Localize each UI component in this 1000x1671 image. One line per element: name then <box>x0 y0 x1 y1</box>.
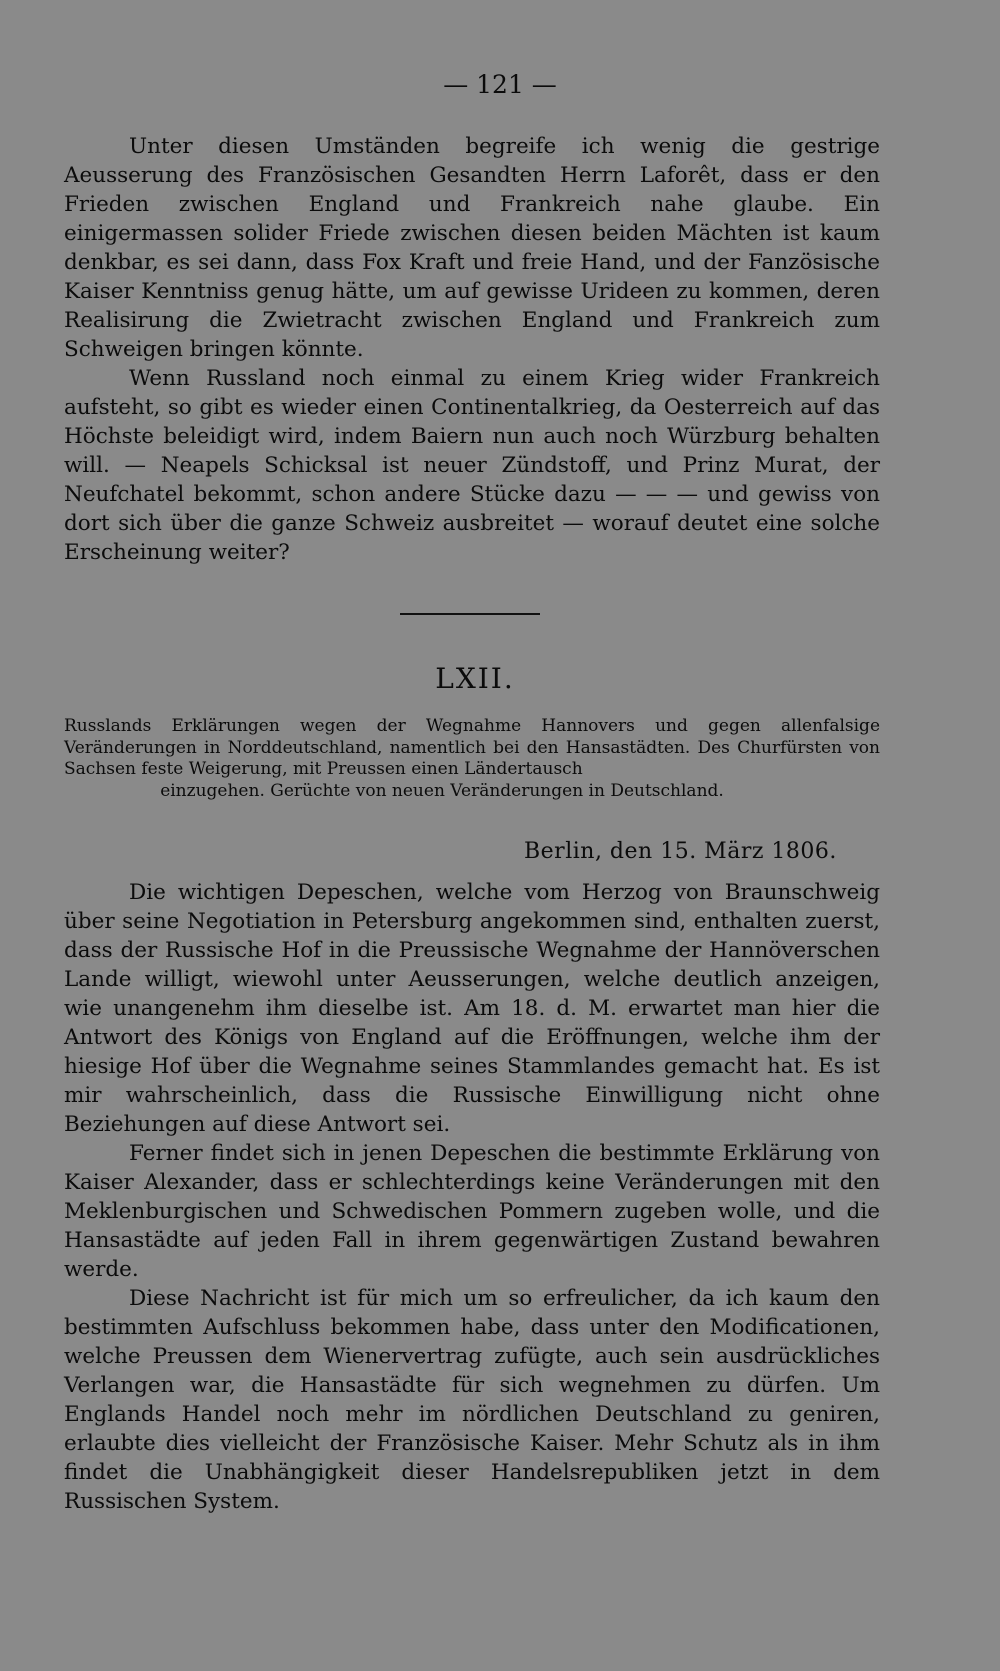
paragraph-4: Ferner findet sich in jenen Depeschen die bestimmte Erklärung von Kaiser Alexander, dass er schlechterdings keine Veränderungen mit den Meklenburgischen und Schwedischen Pommern zugeben wolle, und die Hansastädte auf jeden Fall in ihrem gegenwärtigen Zustand bewahren werde. <box>64 1141 880 1282</box>
chapter-summary-last-line: einzugehen. Gerüchte von neuen Veränderungen in Deutschland. <box>160 780 724 801</box>
chapter-heading: LXII. <box>435 662 515 695</box>
paragraph-3: Die wichtigen Depeschen, welche vom Herzog von Braunschweig über seine Negotiation in Petersburg angekommen sind, enthalten zuerst, dass der Russische Hof in die Preussische Wegnahme der Hannöverschen Lande willigt, wiewohl unter Aeusserungen, welche deutlich anzeigen, wie unangenehm ihm dieselbe ist. Am 18. d. M. erwartet man hier die Antwort des Königs von England auf die Eröffnungen, welche ihm der hiesige Hof über die Wegnahme seines Stammlandes gemacht hat. Es ist mir wahrscheinlich, dass die Russische Einwilligung nicht ohne Beziehungen auf diese Antwort sei. <box>64 880 880 1137</box>
chapter-summary-text: Russlands Erklärungen wegen der Wegnahme Hannovers und gegen allenfalsige Veränderungen in Norddeutschland, namentlich bei den Hansastädten. Des Churfürsten von Sachsen feste Weigerung, mit Preussen einen Ländertausch <box>64 716 880 779</box>
dateline: Berlin, den 15. März 1806. <box>524 839 837 864</box>
paragraph-1: Unter diesen Umständen begreife ich wenig die gestrige Aeusserung des Französischen Gesandten Herrn Laforêt, dass er den Frieden zwischen England und Frankreich nahe glaube. Ein einigermassen solider Friede zwischen diesen beiden Mächten ist kaum denkbar, es sei dann, dass Fox Kraft und freie Hand, und der Fanzösische Kaiser Kenntniss genug hätte, um auf gewisse Urideen zu kommen, deren Realisirung die Zwietracht zwischen England und Frankreich zum Schweigen bringen könnte. <box>64 134 880 362</box>
paragraph-2: Wenn Russland noch einmal zu einem Krieg wider Frankreich aufsteht, so gibt es wieder einen Continentalkrieg, da Oesterreich auf das Höchste beleidigt wird, indem Baiern nun auch noch Würzburg behalten will. — Neapels Schicksal ist neuer Zündstoff, und Prinz Murat, der Neufchatel bekommt, schon andere Stücke dazu — — — und gewiss von dort sich über die ganze Schweiz ausbreitet — worauf deutet eine solche Erscheinung weiter? <box>64 366 880 565</box>
page-number: — 121 — <box>443 70 557 99</box>
chapter-summary <box>64 716 880 802</box>
section-divider <box>400 613 540 615</box>
paragraph-5: Diese Nachricht ist für mich um so erfreulicher, da ich kaum den bestimmten Aufschluss bekommen habe, dass unter den Modificationen, welche Preussen dem Wienervertrag zufügte, auch sein ausdrückliches Verlangen war, die Hansastädte für sich wegnehmen zu dürfen. Um Englands Handel noch mehr im nördlichen Deutschland zu geniren, erlaubte dies vielleicht der Französische Kaiser. Mehr Schutz als in ihm findet die Unabhängigkeit dieser Handelsrepubliken jetzt in dem Russischen System. <box>64 1286 880 1514</box>
